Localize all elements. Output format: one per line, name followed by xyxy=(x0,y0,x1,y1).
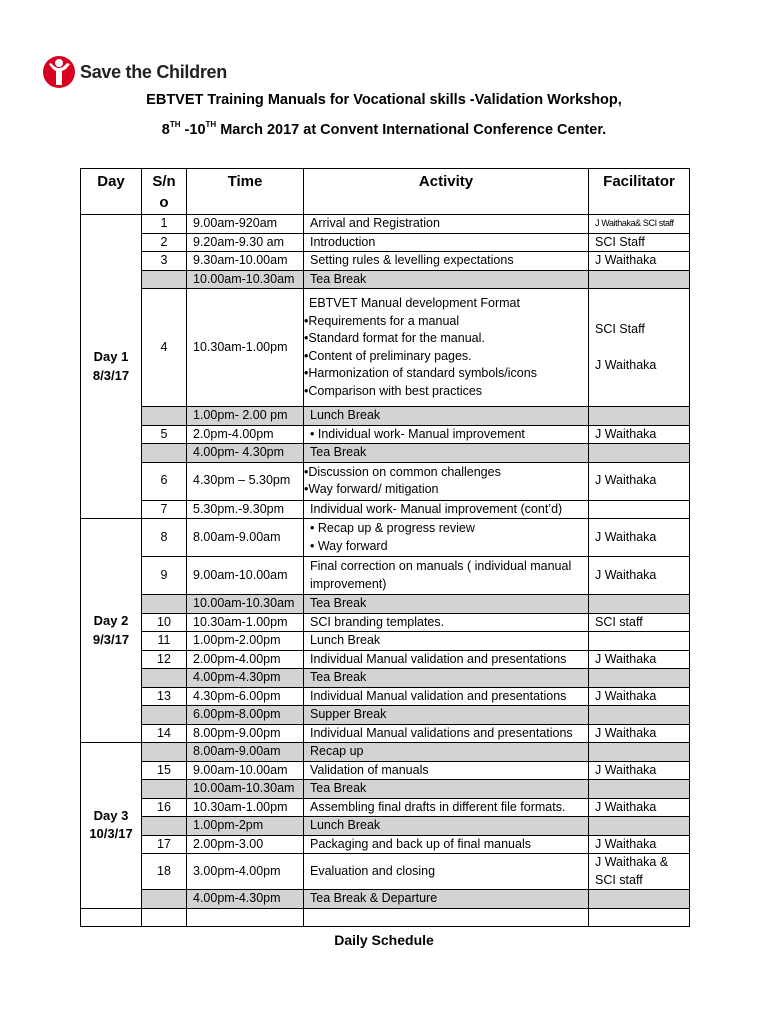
activity-cell xyxy=(304,462,589,500)
facilitator-cell xyxy=(589,270,690,289)
activity-cell xyxy=(304,780,589,799)
table-row xyxy=(81,252,690,271)
day-date: 8/3/17 xyxy=(92,367,130,383)
facilitator-cell xyxy=(589,407,690,426)
activity-cell xyxy=(304,613,589,632)
activity-line: Individual work- Manual improvement (cont’d) xyxy=(310,501,563,516)
activity-line: SCI branding templates. xyxy=(310,614,445,629)
sn-cell: 1 xyxy=(142,215,187,234)
empty-cell xyxy=(142,908,187,926)
header-activity: Activity xyxy=(304,169,589,215)
sn-cell xyxy=(142,595,187,614)
activity-line: Tea Break & Departure xyxy=(310,891,438,905)
time-cell: 3.00pm-4.00pm xyxy=(187,854,304,890)
table-row xyxy=(81,425,690,444)
header-time: Time xyxy=(187,169,304,215)
table-row xyxy=(81,462,690,500)
activity-line: •Content of preliminary pages. xyxy=(304,348,472,363)
time-cell: 10.30am-1.00pm xyxy=(187,289,304,407)
time-cell: 9.30am-10.00am xyxy=(187,252,304,271)
table-row xyxy=(81,687,690,706)
time-cell: 10.00am-10.30am xyxy=(187,270,304,289)
time-cell: 2.00pm-4.00pm xyxy=(187,650,304,669)
activity-cell xyxy=(304,724,589,743)
sn-cell: 9 xyxy=(142,557,187,595)
activity-line: Validation of manuals xyxy=(310,762,429,777)
activity-cell xyxy=(304,252,589,271)
activity-line: • Recap up & progress review xyxy=(310,521,475,535)
sn-cell: 11 xyxy=(142,632,187,651)
activity-line: Supper Break xyxy=(310,707,387,721)
daily-schedule-caption: Daily Schedule xyxy=(334,932,434,948)
activity-cell xyxy=(304,854,589,890)
sn-cell: 10 xyxy=(142,613,187,632)
facilitator-cell xyxy=(589,632,690,651)
sn-cell xyxy=(142,890,187,909)
activity-line: • Way forward xyxy=(310,538,388,553)
activity-cell xyxy=(304,743,589,762)
table-row xyxy=(81,650,690,669)
facilitator-line: J Waithaka & xyxy=(595,855,669,869)
activity-line: •Discussion on common challenges xyxy=(304,464,501,479)
time-cell: 5.30pm.-9.30pm xyxy=(187,500,304,519)
sn-cell: 16 xyxy=(142,798,187,817)
activity-line: •Comparison with best practices xyxy=(304,383,483,398)
sn-cell: 2 xyxy=(142,233,187,252)
table-row xyxy=(81,632,690,651)
time-cell: 9.00am-10.00am xyxy=(187,761,304,780)
empty-cell xyxy=(589,908,690,926)
time-cell: 10.30am-1.00pm xyxy=(187,798,304,817)
sn-cell xyxy=(142,669,187,688)
activity-line: Tea Break xyxy=(310,445,367,459)
day-label: Day 3 xyxy=(93,808,129,824)
activity-cell xyxy=(304,557,589,595)
facilitator-cell xyxy=(589,706,690,725)
sn-cell: 17 xyxy=(142,835,187,854)
table-row xyxy=(81,743,690,762)
facilitator-cell: J Waithaka& SCI staff xyxy=(589,215,690,234)
table-row xyxy=(81,500,690,519)
activity-line: Individual Manual validation and presentations xyxy=(310,688,567,703)
save-the-children-logo xyxy=(42,52,240,92)
activity-cell xyxy=(304,761,589,780)
sn-cell: 5 xyxy=(142,425,187,444)
facilitator-cell xyxy=(589,500,690,519)
time-cell: 4.00pm-4.30pm xyxy=(187,890,304,909)
table-row xyxy=(81,215,690,234)
facilitator-cell: J Waithaka xyxy=(589,557,690,595)
table-row xyxy=(81,557,690,595)
facilitator-cell: SCI Staff xyxy=(589,233,690,252)
facilitator-cell: J Waithaka xyxy=(589,425,690,444)
time-cell: 8.00am-9.00am xyxy=(187,519,304,557)
activity-line: Setting rules & levelling expectations xyxy=(310,253,514,267)
time-cell: 9.00am-920am xyxy=(187,215,304,234)
facilitator-cell: J Waithaka xyxy=(589,798,690,817)
activity-line: •Requirements for a manual xyxy=(304,313,460,328)
facilitator-line: SCI staff xyxy=(595,872,643,887)
activity-line: EBTVET Manual development Format xyxy=(309,296,520,310)
time-cell: 4.30pm-6.00pm xyxy=(187,687,304,706)
activity-cell xyxy=(304,270,589,289)
table-row xyxy=(81,817,690,836)
table-row xyxy=(81,724,690,743)
time-cell: 4.30pm – 5.30pm xyxy=(187,462,304,500)
facilitator-cell xyxy=(589,743,690,762)
activity-cell xyxy=(304,425,589,444)
table-row xyxy=(81,289,690,407)
sn-cell xyxy=(142,444,187,463)
time-cell: 8.00am-9.00am xyxy=(187,743,304,762)
document-subtitle: 8TH -10TH March 2017 at Convent International Conference Center. xyxy=(161,120,607,138)
activity-line: improvement) xyxy=(310,576,387,591)
time-cell: 4.00pm-4.30pm xyxy=(187,669,304,688)
activity-line: Lunch Break xyxy=(310,633,381,647)
facilitator-cell: J Waithaka xyxy=(589,687,690,706)
time-cell: 10.00am-10.30am xyxy=(187,595,304,614)
facilitator-cell xyxy=(589,669,690,688)
table-row xyxy=(81,835,690,854)
table-row xyxy=(81,519,690,557)
facilitator-cell xyxy=(589,444,690,463)
activity-line: •Harmonization of standard symbols/icons xyxy=(304,366,537,380)
day-label: Day 2 xyxy=(93,613,129,629)
sn-cell xyxy=(142,743,187,762)
facilitator-cell xyxy=(589,817,690,836)
activity-cell xyxy=(304,500,589,519)
activity-line: Tea Break xyxy=(310,271,367,286)
activity-cell xyxy=(304,798,589,817)
sn-cell xyxy=(142,780,187,799)
activity-line: Packaging and back up of final manuals xyxy=(310,836,531,851)
facilitator-cell xyxy=(589,289,690,407)
schedule-table xyxy=(80,168,690,927)
facilitator-cell xyxy=(589,780,690,799)
day-date: 10/3/17 xyxy=(89,826,133,842)
sn-cell: 4 xyxy=(142,289,187,407)
activity-line: Evaluation and closing xyxy=(310,863,436,878)
table-row xyxy=(81,706,690,725)
activity-cell xyxy=(304,632,589,651)
table-row xyxy=(81,613,690,632)
table-row xyxy=(81,761,690,780)
header-sn: S/n o xyxy=(142,169,187,215)
activity-line: Lunch Break xyxy=(310,818,381,832)
table-row xyxy=(81,780,690,799)
activity-cell xyxy=(304,817,589,836)
facilitator-cell: J Waithaka xyxy=(589,650,690,669)
facilitator-cell: SCI staff xyxy=(589,613,690,632)
activity-cell xyxy=(304,233,589,252)
table-row xyxy=(81,669,690,688)
facilitator-cell: J Waithaka xyxy=(589,761,690,780)
time-cell: 2.0pm-4.00pm xyxy=(187,425,304,444)
activity-cell xyxy=(304,519,589,557)
sn-cell: 14 xyxy=(142,724,187,743)
activity-line: Recap up xyxy=(310,744,364,758)
activity-line: Lunch Break xyxy=(310,408,381,422)
activity-line: Assembling final drafts in different file formats. xyxy=(310,799,566,814)
activity-cell xyxy=(304,669,589,688)
day-label: Day 1 xyxy=(93,349,129,365)
activity-line: Tea Break xyxy=(310,670,367,684)
sn-cell: 3 xyxy=(142,252,187,271)
time-cell: 8.00pm-9.00pm xyxy=(187,724,304,743)
activity-line: •Standard format for the manual. xyxy=(304,331,485,345)
activity-line: Tea Break xyxy=(310,781,367,795)
activity-line: Individual Manual validation and presentations xyxy=(310,651,567,666)
facilitator-cell xyxy=(589,890,690,909)
time-cell: 9.20am-9.30 am xyxy=(187,233,304,252)
time-cell: 10.00am-10.30am xyxy=(187,780,304,799)
facilitator-cell: J Waithaka xyxy=(589,252,690,271)
sn-cell: 8 xyxy=(142,519,187,557)
facilitator-cell: J Waithaka xyxy=(589,835,690,854)
time-cell: 2.00pm-3.00 xyxy=(187,835,304,854)
table-row xyxy=(81,270,690,289)
sn-cell: 18 xyxy=(142,854,187,890)
table-row xyxy=(81,854,690,890)
activity-cell xyxy=(304,215,589,234)
sn-cell xyxy=(142,270,187,289)
activity-cell xyxy=(304,687,589,706)
table-row xyxy=(81,595,690,614)
day-cell xyxy=(81,215,142,519)
activity-line: • Individual work- Manual improvement xyxy=(310,426,525,441)
child-figure-icon xyxy=(42,52,76,92)
table-row xyxy=(81,407,690,426)
activity-cell xyxy=(304,706,589,725)
activity-line: Introduction xyxy=(310,234,376,249)
activity-line: •Way forward/ mitigation xyxy=(304,482,439,496)
activity-cell xyxy=(304,444,589,463)
table-header-row xyxy=(81,169,690,215)
sn-cell: 12 xyxy=(142,650,187,669)
sn-cell: 7 xyxy=(142,500,187,519)
activity-line: Tea Break xyxy=(310,596,367,610)
document-title: EBTVET Training Manuals for Vocational skills -Validation Workshop, xyxy=(146,92,622,108)
activity-cell xyxy=(304,595,589,614)
time-cell: 1.00pm- 2.00 pm xyxy=(187,407,304,426)
empty-cell xyxy=(187,908,304,926)
day-cell xyxy=(81,519,142,743)
facilitator-cell xyxy=(589,595,690,614)
activity-cell xyxy=(304,407,589,426)
table-row xyxy=(81,444,690,463)
activity-cell xyxy=(304,289,589,407)
activity-cell xyxy=(304,835,589,854)
activity-cell xyxy=(304,650,589,669)
table-row xyxy=(81,890,690,909)
activity-cell xyxy=(304,890,589,909)
sn-cell xyxy=(142,817,187,836)
header-facilitator: Facilitator xyxy=(589,169,690,215)
facilitator-cell: J Waithaka xyxy=(589,724,690,743)
sn-cell: 15 xyxy=(142,761,187,780)
sn-cell: 13 xyxy=(142,687,187,706)
activity-line: Final correction on manuals ( individual manual xyxy=(310,559,572,573)
activity-line: Individual Manual validations and presentations xyxy=(310,725,573,740)
header-day: Day xyxy=(81,169,142,215)
sn-cell xyxy=(142,706,187,725)
time-cell: 1.00pm-2.00pm xyxy=(187,632,304,651)
time-cell: 4.00pm- 4.30pm xyxy=(187,444,304,463)
activity-line: Arrival and Registration xyxy=(310,216,440,230)
facilitator-cell xyxy=(589,854,690,890)
facilitator-cell: J Waithaka xyxy=(589,519,690,557)
empty-cell xyxy=(81,908,142,926)
time-cell: 6.00pm-8.00pm xyxy=(187,706,304,725)
sn-cell: 6 xyxy=(142,462,187,500)
facilitator-line: J Waithaka xyxy=(595,357,657,372)
table-row xyxy=(81,233,690,252)
facilitator-cell: J Waithaka xyxy=(589,462,690,500)
day-cell xyxy=(81,743,142,909)
sn-cell xyxy=(142,407,187,426)
table-row xyxy=(81,798,690,817)
time-cell: 10.30am-1.00pm xyxy=(187,613,304,632)
day-date: 9/3/17 xyxy=(92,631,130,647)
logo-text: Save the Children xyxy=(80,61,227,82)
time-cell: 9.00am-10.00am xyxy=(187,557,304,595)
time-cell: 1.00pm-2pm xyxy=(187,817,304,836)
empty-cell xyxy=(304,908,589,926)
facilitator-line: SCI Staff xyxy=(595,322,645,336)
table-row-empty xyxy=(81,908,690,926)
